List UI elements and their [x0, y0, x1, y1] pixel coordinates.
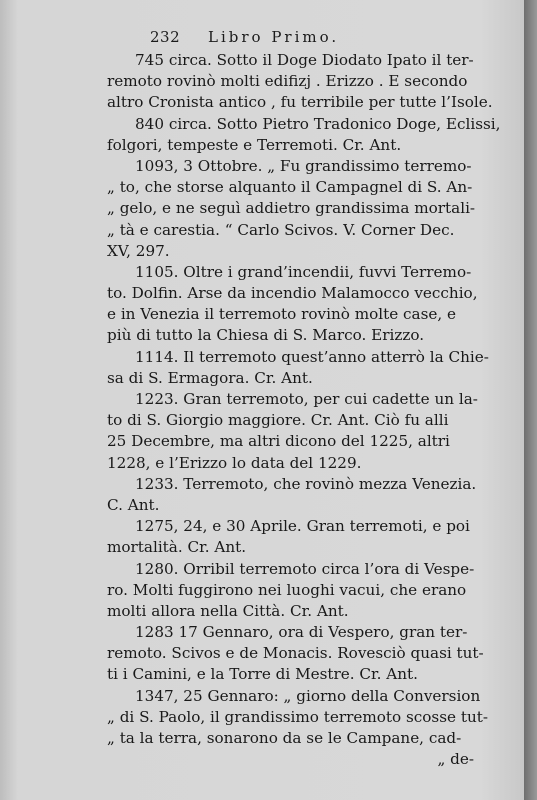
- running-title: Libro Primo.: [208, 28, 340, 46]
- text-line: 1347, 25 Gennaro: „ giorno della Conversion: [135, 686, 481, 705]
- text-line: 745 circa. Sotto il Doge Diodato Ipato il ter-: [135, 51, 474, 69]
- text-line: 25 Decembre, ma altri dicono del 1225, altri: [107, 432, 450, 451]
- text-line: molti allora nella Città. Cr. Ant.: [107, 601, 349, 620]
- text-line: C. Ant.: [107, 495, 160, 514]
- text-line: folgori, tempeste e Terremoti. Cr. Ant.: [107, 135, 402, 154]
- text-line: „ gelo, e ne seguì addietro grandissima mortali-: [107, 199, 476, 218]
- text-line: remoto. Scivos e de Monacis. Rovesciò quasi tut-: [107, 644, 484, 663]
- text-line: to di S. Giorgio maggiore. Cr. Ant. Ciò fu alli: [107, 411, 449, 430]
- text-line: remoto rovinò molti edifizj . Erizzo . E secondo: [107, 72, 468, 91]
- text-line: „ tà e carestia. “ Carlo Scivos. V. Corner Dec.: [107, 220, 455, 239]
- text-line: 1283 17 Gennaro, ora di Vespero, gran ter-: [135, 623, 468, 642]
- text-line: ti i Camini, e la Torre di Mestre. Cr. Ant.: [107, 665, 418, 684]
- text-line: to. Dolfin. Arse da incendio Malamocco vecchio,: [107, 284, 478, 303]
- page-number: 232: [150, 28, 181, 46]
- text-line: mortalità. Cr. Ant.: [107, 538, 247, 557]
- page-header: [150, 28, 490, 50]
- text-line: 1233. Terremoto, che rovinò mezza Venezia.: [135, 474, 477, 493]
- text-line: 1228, e l’Erizzo lo data del 1229.: [107, 453, 362, 472]
- text-line: ro. Molti fuggirono nei luoghi vacui, che erano: [107, 580, 467, 599]
- page-edge: [524, 0, 537, 800]
- text-line: 1223. Gran terremoto, per cui cadette un la-: [135, 390, 478, 408]
- text-line: e in Venezia il terremoto rovinò molte case, e: [107, 305, 457, 324]
- text-line: 840 circa. Sotto Pietro Tradonico Doge, Eclissi,: [135, 114, 501, 133]
- text-line: „ ta la terra, sonarono da se le Campane, cad-: [107, 729, 462, 747]
- body-text: [107, 50, 512, 770]
- text-line: „ di S. Paolo, il grandissimo terremoto scosse tut-: [107, 707, 488, 726]
- text-line: sa di S. Ermagora. Cr. Ant.: [107, 368, 313, 387]
- text-line: 1280. Orribil terremoto circa l’ora di Vespe-: [135, 559, 475, 578]
- catchword: „ de-: [437, 750, 474, 769]
- text-line: più di tutto la Chiesa di S. Marco. Erizzo.: [107, 326, 425, 345]
- text-line: 1275, 24, e 30 Aprile. Gran terremoti, e poi: [135, 517, 470, 536]
- text-line: 1093, 3 Ottobre. „ Fu grandissimo terremo-: [135, 156, 472, 175]
- text-line: altro Cronista antico , fu terribile per tutte l’Isole.: [107, 93, 493, 112]
- text-line: „ to, che storse alquanto il Campagnel di S. An-: [107, 178, 473, 197]
- text-line: 1114. Il terremoto quest’anno atterrò la Chie-: [135, 347, 489, 366]
- text-line: XV, 297.: [107, 241, 170, 260]
- text-line: 1105. Oltre i grand’incendii, fuvvi Terremo-: [135, 262, 472, 281]
